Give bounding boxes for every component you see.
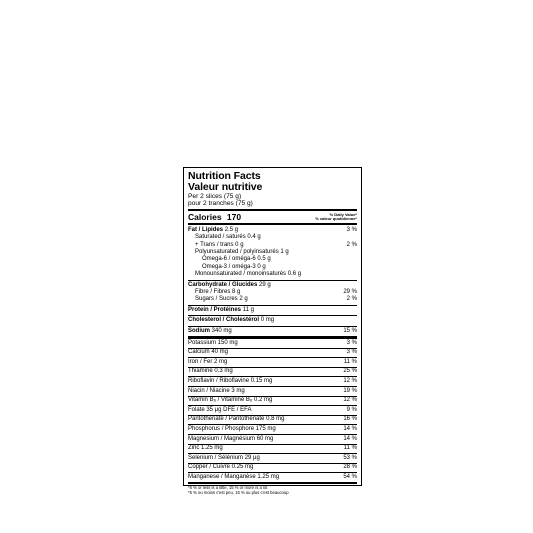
carb-label: Carbohydrate / Glucides (188, 281, 258, 288)
nutrient-label: Selenium / Sélénium 29 µg (188, 454, 260, 461)
fat-block (188, 226, 357, 280)
nutrient-label: Manganese / Manganèse 1.25 mg (188, 474, 280, 480)
footnote (188, 484, 357, 495)
nutrient-label: Phosphorus / Phosphore 175 mg (188, 426, 276, 433)
nutrient-row (188, 358, 357, 367)
fibre: Fibre / Fibres 8 g (195, 289, 241, 296)
nutrient-label: Riboflavin / Riboflavine 0.15 mg (188, 378, 273, 385)
nutrient-label: Potassium 150 mg (188, 339, 238, 346)
nutrient-label: Iron / Fer 2 mg (188, 358, 228, 365)
nutrient-row (188, 406, 357, 415)
nutrient-pct: 12 % (343, 378, 357, 385)
nutrient-pct: 14 % (343, 435, 357, 442)
title-fr: Valeur nutritive (188, 181, 263, 193)
nutrient-pct: 3 % (346, 339, 357, 346)
calories-value: 170 (226, 211, 242, 222)
divider (188, 209, 357, 211)
polyunsaturated-fat: Polyunsaturated / polyinsaturés 1 g (195, 249, 289, 256)
nutrient-pct: 53 % (343, 454, 357, 461)
serving-size-fr: pour 2 tranches (75 g) (188, 200, 253, 208)
nutrient-pct: 12 % (343, 397, 357, 404)
protein-amount: 11 g (242, 306, 254, 313)
nutrient-pct: 28 % (343, 464, 357, 471)
nutrient-label: Thiamine 0.3 mg (188, 368, 233, 375)
sodium-pct: 15 % (343, 327, 357, 334)
nutrient-row (188, 473, 357, 482)
sodium-amount: 340 mg (211, 327, 232, 334)
serving-size-en: Per 2 slices (75 g) (188, 193, 242, 200)
nutrient-label: Copper / Cuivre 0.25 mg (188, 464, 254, 471)
fat-pct: 3 % (346, 226, 357, 233)
nutrient-label: Vitamin B₆ / Vitamine B₆ 0.2 mg (188, 397, 273, 404)
daily-value-header (315, 213, 357, 222)
nutrient-row (188, 454, 357, 463)
nutrient-pct: 16 % (343, 416, 357, 423)
cholesterol-amount: 0 mg (260, 317, 275, 324)
calories-label: Calories (188, 211, 222, 222)
nutrition-facts-panel (183, 167, 362, 495)
nutrient-pct: 54 % (343, 474, 357, 480)
nutrient-label: Zinc 1.25 mg (188, 445, 223, 452)
nutrient-pct: 25 % (343, 368, 357, 375)
dv-header-fr: % valeur quotidienne* (315, 216, 357, 222)
nutrient-label: Magnesium / Magnésium 60 mg (188, 435, 274, 442)
footnote-en: *5 % or less is a little, 15 % or more is a lot (188, 485, 268, 490)
calories-row (188, 212, 357, 222)
nutrient-row (188, 464, 357, 473)
protein-row (188, 306, 357, 315)
nutrient-row (188, 397, 357, 406)
sodium-label: Sodium (188, 327, 210, 334)
fat-label: Fat / Lipides (188, 226, 224, 233)
sat-trans-pct: 2 % (346, 241, 357, 248)
nutrient-row (188, 416, 357, 425)
fibre-pct: 29 % (343, 289, 357, 296)
nutrient-pct: 19 % (343, 387, 357, 394)
nutrient-row (188, 368, 357, 377)
protein-label: Protein / Protéines (188, 306, 242, 313)
nutrient-pct: 3 % (346, 349, 357, 356)
monounsaturated-fat: Monounsaturated / monoinsaturés 0.6 g (195, 271, 302, 278)
cholesterol-label: Cholesterol / Cholestérol (188, 317, 260, 324)
nutrient-row (188, 445, 357, 454)
nutrient-row (188, 377, 357, 386)
calories (188, 212, 241, 222)
nutrient-row (188, 339, 357, 348)
dv-header-en: % Daily Value* (329, 212, 357, 217)
fat-amount: 2.5 g (224, 226, 239, 233)
nutrient-label: Pantothenate / Pantothénate 0.8 mg (188, 416, 285, 423)
carb-amount: 29 g (259, 281, 271, 288)
minerals-list (188, 339, 357, 482)
nutrient-row (188, 387, 357, 396)
title-en: Nutrition Facts (188, 170, 261, 182)
sugars: Sugars / Sucres 2 g (195, 296, 248, 303)
footnote-fr: *5 % ou moins c'est peu, 15 % ou plus c'est beaucoup (188, 490, 289, 495)
nutrient-pct: 11 % (343, 445, 357, 452)
nutrient-pct: 9 % (346, 406, 357, 413)
saturated-fat: Saturated / saturés 0.4 g (195, 234, 261, 241)
sugars-pct: 2 % (346, 296, 357, 303)
omega-3: Omega-3 / oméga-3 0 g (202, 263, 266, 270)
nutrient-label: Folate 35 µg DFE / EFA (188, 406, 252, 413)
nutrient-pct: 14 % (343, 426, 357, 433)
divider (188, 223, 357, 225)
trans-fat: + Trans / trans 0 g (195, 241, 244, 248)
nutrient-pct: 11 % (343, 358, 357, 365)
nutrient-label: Calcium 40 mg (188, 349, 229, 356)
carbohydrate-block (188, 281, 357, 305)
sodium-row (188, 327, 357, 336)
omega-6: Omega-6 / oméga-6 0.5 g (202, 256, 271, 263)
nutrient-row (188, 349, 357, 358)
nutrient-row (188, 435, 357, 444)
nutrient-label: Niacin / Niacine 3 mg (188, 387, 245, 394)
cholesterol-row (188, 316, 357, 325)
nutrient-row (188, 425, 357, 434)
